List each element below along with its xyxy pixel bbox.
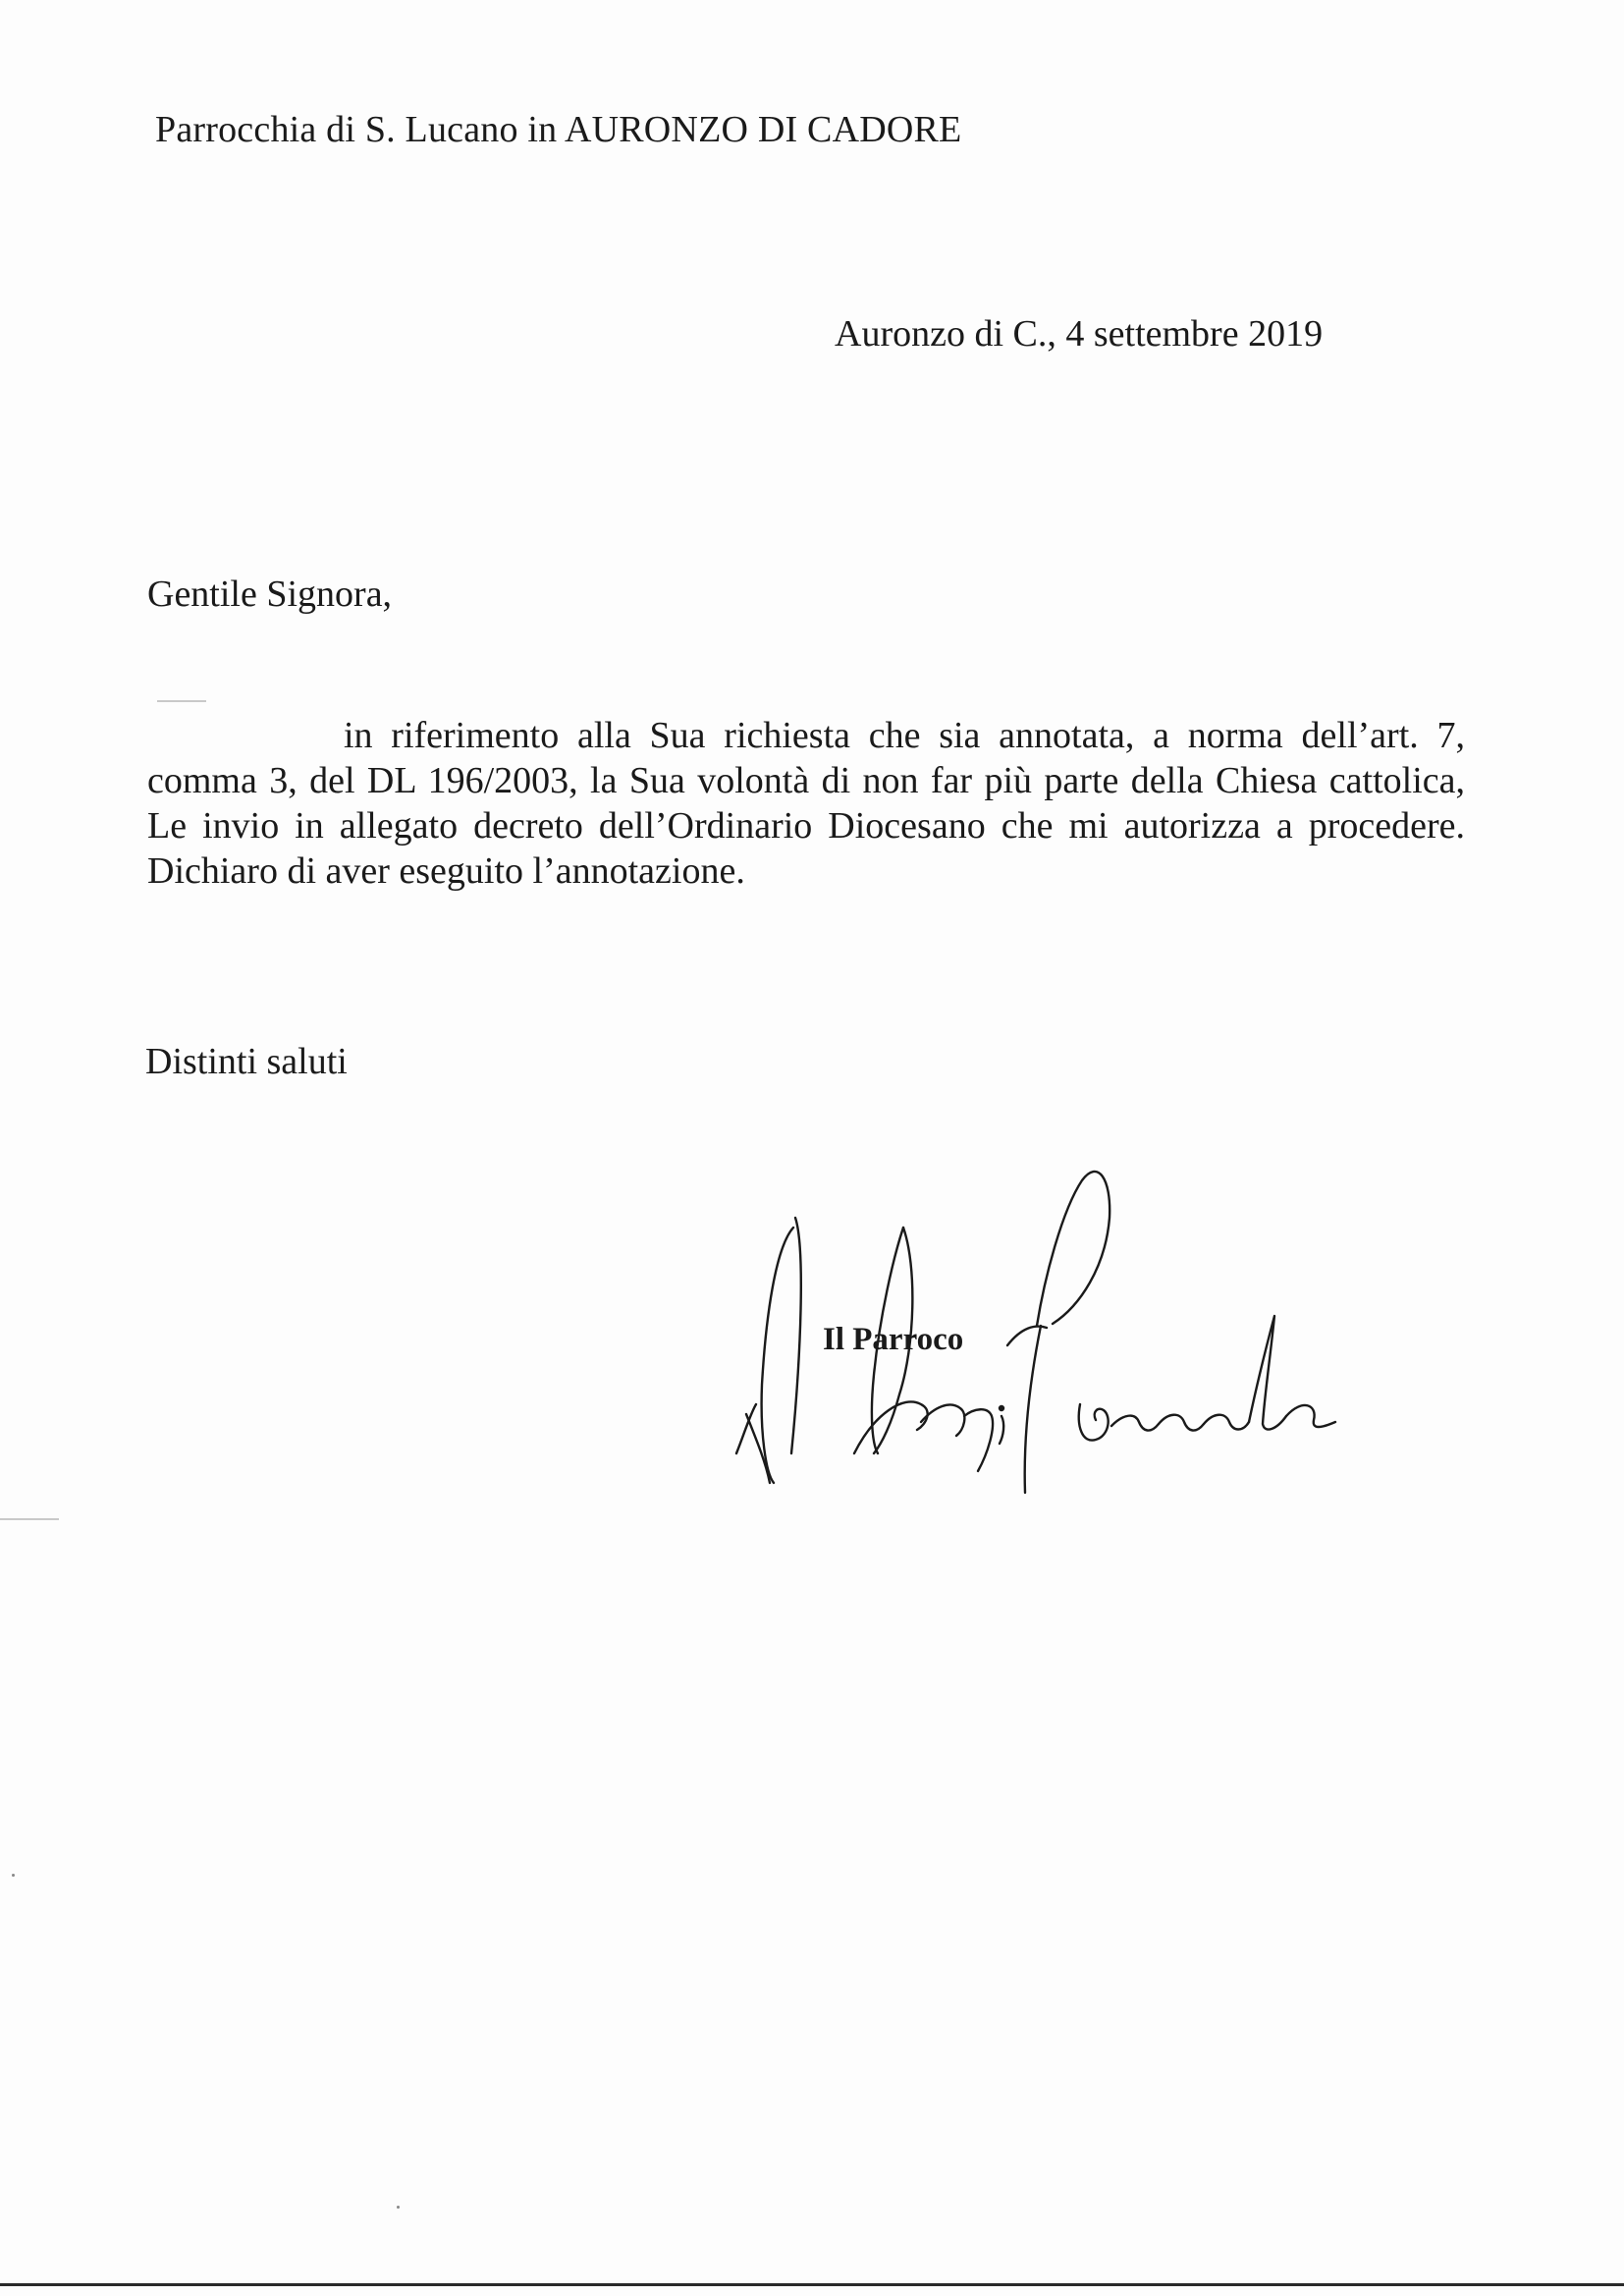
letter-date: Auronzo di C., 4 settembre 2019 [835, 313, 1324, 355]
body-line: Le invio in allegato decreto dell’Ordinario Diocesano che mi autorizza a procedere. [147, 805, 1465, 847]
letter-body [147, 713, 1465, 894]
body-line: comma 3, del DL 196/2003, la Sua volontà di non far più parte della Chiesa cattolica, [147, 760, 1465, 801]
closing: Distinti saluti [145, 1041, 348, 1082]
body-line: Dichiaro di aver eseguito l’annotazione. [147, 850, 745, 892]
salutation: Gentile Signora, [147, 574, 393, 615]
body-line: in riferimento alla Sua richiesta che sia annotata, a norma dell’art. 7, [344, 715, 1465, 756]
scan-speck [397, 2206, 400, 2209]
scan-artifact [0, 1518, 59, 1520]
signature-title: Il Parroco [823, 1322, 964, 1357]
scan-speck [12, 1874, 15, 1877]
letterhead: Parrocchia di S. Lucano in AURONZO DI CADORE [155, 109, 962, 150]
scan-artifact [157, 700, 206, 702]
scan-edge-line [0, 2283, 1624, 2286]
handwritten-signature [707, 1159, 1414, 1532]
